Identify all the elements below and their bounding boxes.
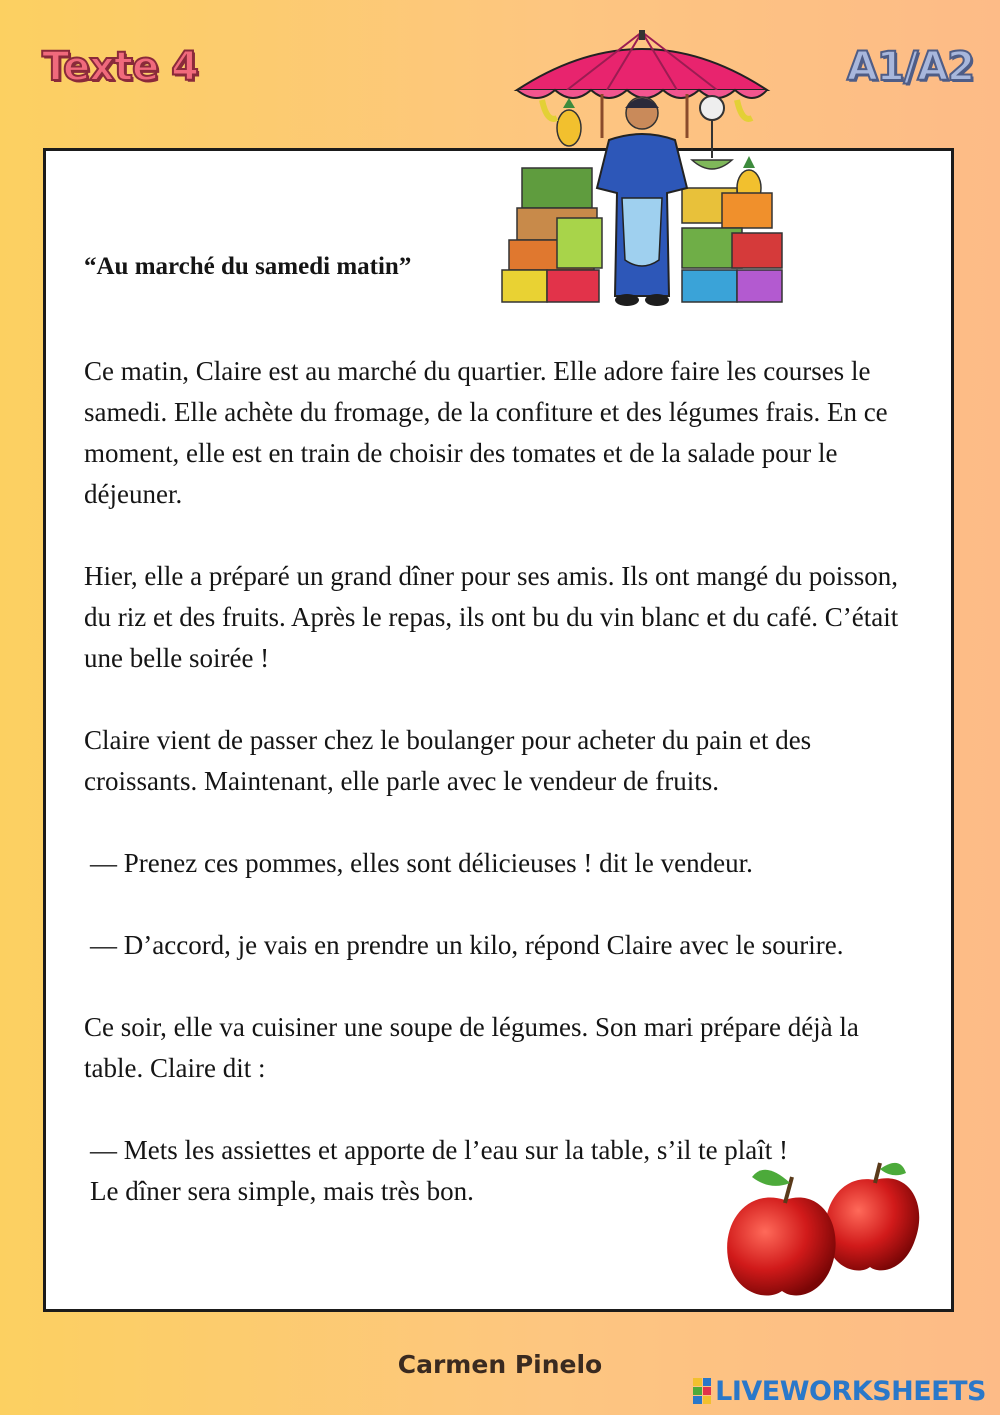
- author-name: Carmen Pinelo: [397, 1350, 603, 1379]
- market-vendor-illustration: [497, 28, 787, 310]
- dialog-line-3: — Mets les assiettes et apporte de l’eau sur la table, s’il te plaît !: [90, 1135, 789, 1165]
- reading-sheet: [43, 148, 954, 1312]
- liveworksheets-brand[interactable]: [693, 1375, 986, 1407]
- liveworksheets-logo-icon: [693, 1378, 711, 1404]
- dialog-line-2: — D’accord, je vais en prendre un kilo, répond Claire avec le sourire.: [90, 930, 844, 960]
- apples-illustration: [710, 1155, 930, 1305]
- level-tag-texte: Texte 4: [42, 44, 198, 90]
- dialog-line-1: — Prenez ces pommes, elles sont délicieuses ! dit le vendeur.: [90, 848, 753, 878]
- story-title: “Au marché du samedi matin”: [84, 253, 412, 280]
- paragraph-1: Ce matin, Claire est au marché du quartier. Elle adore faire les courses le samedi. Elle achète du fromage, de la confiture et des légumes frais. En ce moment, elle est en train de choisir des tomates et de la salade pour le déjeuner.: [84, 356, 888, 509]
- level-tag-a1a2: A1/A2: [846, 44, 974, 90]
- paragraph-4: Ce soir, elle va cuisiner une soupe de légumes. Son mari prépare déjà la table. Claire dit :: [84, 1012, 859, 1083]
- paragraph-2: Hier, elle a préparé un grand dîner pour ses amis. Ils ont mangé du poisson, du riz et des fruits. Après le repas, ils ont bu du vin blanc et du café. C’était une belle soirée !: [84, 561, 899, 673]
- paragraph-3: Claire vient de passer chez le boulanger pour acheter du pain et des croissants. Maintenant, elle parle avec le vendeur de fruits.: [84, 725, 812, 796]
- liveworksheets-wordmark: LIVEWORKSHEETS: [715, 1375, 986, 1407]
- dialog-line-3-continued: Le dîner sera simple, mais très bon.: [90, 1176, 474, 1206]
